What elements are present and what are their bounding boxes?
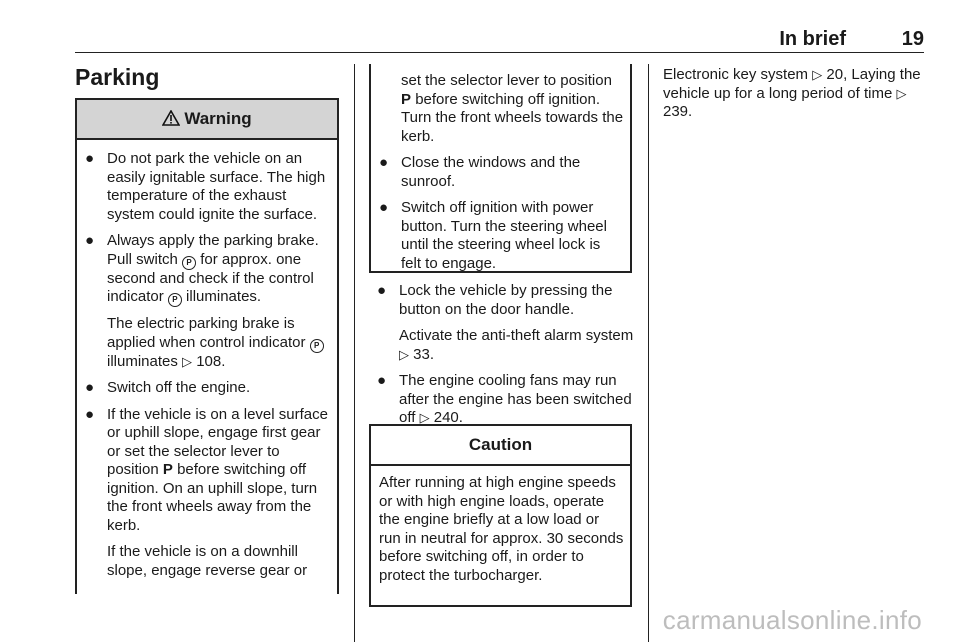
triangle-reference-icon: ▷ — [419, 410, 430, 425]
warning-item-text: Always apply the parking brake. Pull switch P for approx. one second and check if the control indicator P illuminates. — [107, 232, 319, 305]
warning-body — [77, 140, 337, 580]
list-item: ● Switch off ignition with power button. Turn the steering wheel until the steering wheel lock is felt to engage. — [371, 199, 624, 273]
triangle-reference-icon: ▷ — [812, 67, 823, 82]
list-item: ● Always apply the parking brake. Pull switch P for approx. one second and check if the control indicator P illuminates. The electric parking brake is applied when control indicator P illuminates ▷ 108. — [77, 232, 329, 371]
warning-item-text: If the vehicle is on a level surface or uphill slope, engage first gear or set the selector lever to position P before switching off ignition. On an uphill slope, turn the front wheels away from the kerb. — [107, 405, 328, 534]
page-reference-link[interactable]: 108. — [196, 352, 226, 370]
triangle-reference-icon: ▷ — [182, 353, 193, 369]
warning-title: Warning — [184, 109, 252, 128]
warning-item-text: Switch off the engine. — [107, 379, 251, 396]
list-item: ● Switch off the engine. — [77, 379, 329, 398]
parking-brake-icon: P — [168, 293, 182, 307]
page-reference-link[interactable]: 240. — [433, 409, 463, 426]
warning-box-continued — [369, 64, 632, 273]
list-item: ● Close the windows and the sunroof. — [371, 154, 624, 191]
list-item-text: Lock the vehicle by pressing the button on the door handle. — [399, 282, 613, 318]
watermark: carmanualsonline.info — [662, 605, 922, 635]
triangle-reference-icon: ▷ — [399, 346, 409, 362]
list-item: ● The engine cooling fans may run after the engine has been switched off ▷ 240. — [369, 372, 635, 428]
warning-item-text: Switch off ignition with power button. Turn the steering wheel until the steering wheel lock is felt to engage. — [401, 199, 607, 272]
parking-brake-icon: P — [310, 339, 324, 353]
list-item: ● Do not park the vehicle on an easily ignitable surface. The high temperature of the exhaust system could ignite the surface. — [77, 150, 329, 224]
caution-text: After running at high engine speeds or with high engine loads, operate the engine briefly at a low load or run in neutral for approx. 30 seconds before switching off, in order to protect the turbocharger. — [379, 474, 624, 584]
column-divider-2 — [648, 64, 649, 642]
page-reference-link[interactable]: 33. — [413, 345, 435, 363]
warning-triangle-icon — [162, 100, 180, 138]
column-divider-1 — [354, 64, 355, 642]
right-column-text: Electronic key system ▷ 20, Laying the vehicle up for a long period of time ▷ 239. — [663, 66, 921, 120]
page-reference-link[interactable]: 239. — [663, 103, 693, 120]
triangle-reference-icon: ▷ — [896, 85, 907, 101]
page-number: 19 — [901, 28, 924, 50]
header-rule — [75, 52, 924, 53]
page-reference-link[interactable]: 20, Laying the vehicle up for a long period of time — [663, 66, 921, 102]
list-item: ● If the vehicle is on a level surface or uphill slope, engage first gear or set the selector lever to position P before switching off ignition. On an uphill slope, turn the front wheels away from the kerb. If the vehicle is on a downhill slope, engage reverse gear or — [85, 405, 328, 579]
page-header — [75, 28, 924, 50]
warning-box-header — [77, 100, 337, 140]
warning-box — [75, 98, 339, 594]
header-title: In brief — [779, 28, 846, 50]
warning-item-text: If the vehicle is on a downhill slope, engage reverse gear or — [107, 543, 308, 579]
caution-box — [369, 424, 632, 607]
list-item-text: The engine cooling fans may run after the engine has been switched off ▷ 240. — [399, 372, 632, 426]
list-item — [371, 72, 624, 146]
warning-item-text: The electric parking brake is applied when control indicator P illuminates ▷ 108. — [107, 315, 329, 371]
main-list — [369, 282, 635, 428]
warning-item-text: Do not park the vehicle on an easily ignitable surface. The high temperature of the exhaust system could ignite the surface. — [107, 150, 326, 223]
parking-brake-icon: P — [182, 256, 196, 270]
list-item: ● Lock the vehicle by pressing the button on the door handle. Activate the anti-theft alarm system ▷ 33. — [377, 282, 634, 363]
list-item-text: Activate the anti-theft alarm system ▷ 33. — [399, 327, 634, 363]
warning-item-text: set the selector lever to position P before switching off ignition. Turn the front wheels towards the kerb. — [401, 72, 624, 145]
caution-box-header: Caution — [371, 426, 630, 466]
warning-item-text: Close the windows and the sunroof. — [401, 154, 581, 190]
section-title: Parking — [75, 64, 160, 90]
